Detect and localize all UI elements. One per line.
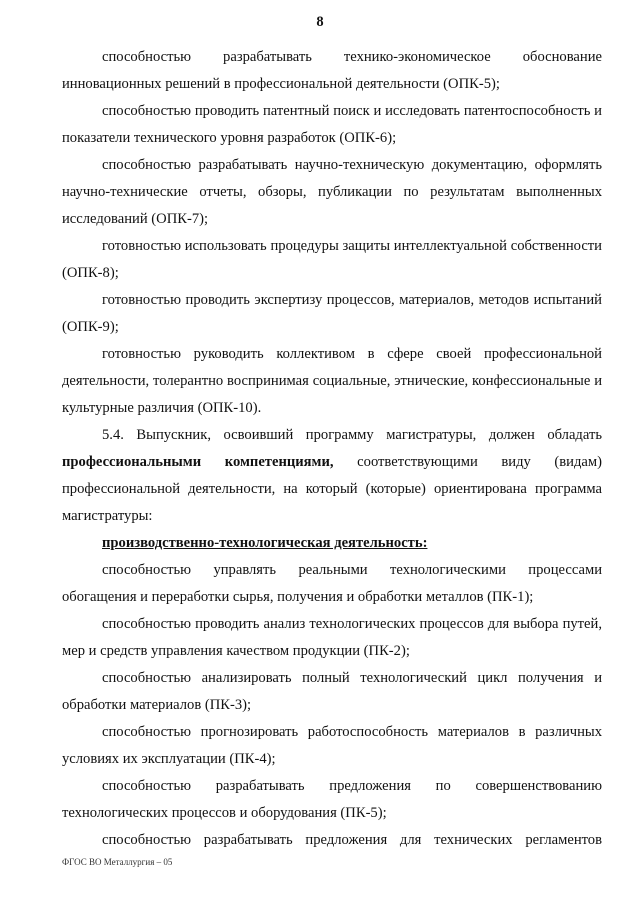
- paragraph-opk-8: готовностью использовать процедуры защиты интеллектуальной собственности (ОПК-8);: [62, 238, 602, 281]
- paragraph-pk-1: способностью управлять реальными технологическими процессами обогащения и переработки сырья, получения и обработки металлов (ПК-1);: [62, 562, 602, 605]
- paragraph-opk-7: способностью разрабатывать научно-техническую документацию, оформлять научно-технические отчеты, обзоры, публикации по результатам выполненных исследований (ОПК-7);: [62, 157, 602, 227]
- activity-heading: производственно-технологическая деятельность:: [102, 535, 428, 551]
- paragraph-pk-6-start: способностью разрабатывать предложения для технических регламентов: [102, 832, 602, 848]
- paragraph-pk-4: способностью прогнозировать работоспособность материалов в различных условиях их эксплуатации (ПК-4);: [62, 724, 602, 767]
- paragraph-section-5-4: [62, 422, 602, 530]
- paragraph-opk-5: способностью разрабатывать технико-экономическое обоснование инновационных решений в профессиональной деятельности (ОПК-5);: [62, 49, 602, 92]
- document-body: [62, 44, 602, 854]
- paragraph-opk-10: готовностью руководить коллективом в сфере своей профессиональной деятельности, толерантно воспринимая социальные, этнические, конфессиональные и культурные различия (ОПК-10).: [62, 346, 602, 416]
- paragraph-pk-3: способностью анализировать полный технологический цикл получения и обработки материалов (ПК-3);: [62, 670, 602, 713]
- paragraph-pk-5: способностью разрабатывать предложения по совершенствованию технологических процессов и оборудования (ПК-5);: [62, 778, 602, 821]
- section-5-4-bold-term: профессиональными компетенциями,: [62, 454, 334, 470]
- page-number: 8: [316, 14, 324, 30]
- paragraph-pk-2: способностью проводить анализ технологических процессов для выбора путей, мер и средств управления качеством продукции (ПК-2);: [62, 616, 602, 659]
- paragraph-opk-9: готовностью проводить экспертизу процессов, материалов, методов испытаний (ОПК-9);: [62, 292, 602, 335]
- paragraph-opk-6: способностью проводить патентный поиск и исследовать патентоспособность и показатели технического уровня разработок (ОПК-6);: [62, 103, 602, 146]
- section-5-4-lead: 5.4. Выпускник, освоивший программу магистратуры, должен обладать: [102, 427, 602, 443]
- footer-document-id: ФГОС ВО Металлургия – 05: [62, 857, 173, 867]
- section-5-4-rest: соответствующими виду (видам) профессиональной деятельности, на который (которые) ориентирована программа магистратуры:: [62, 454, 602, 524]
